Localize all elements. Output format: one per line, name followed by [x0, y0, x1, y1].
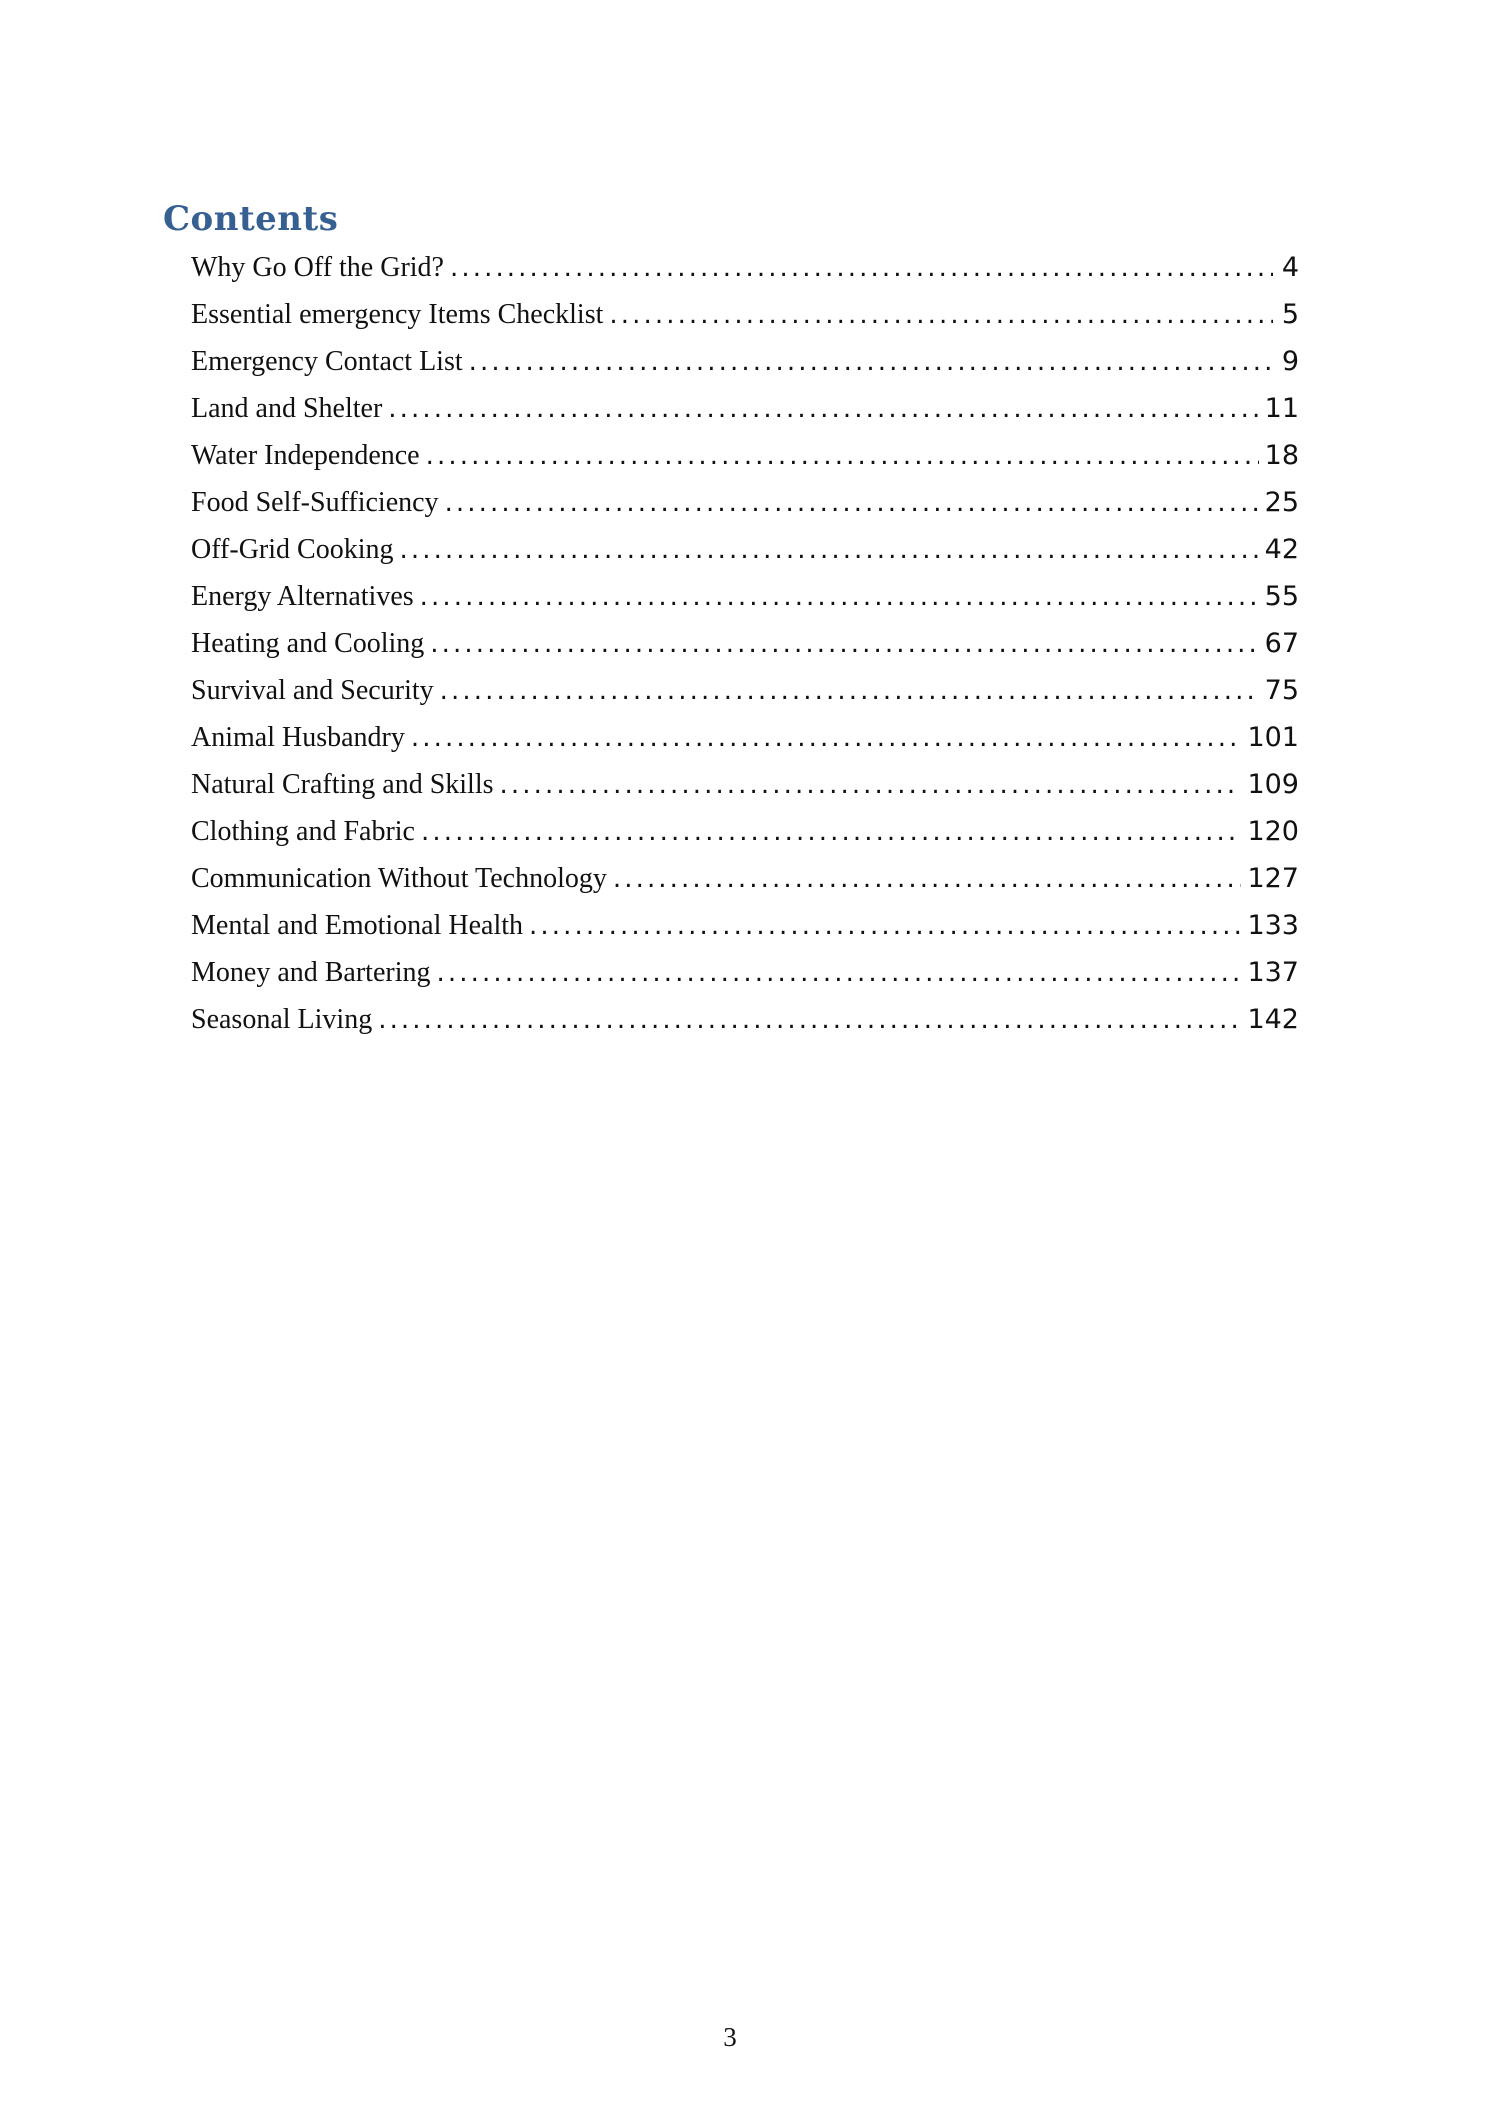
toc-entry-page-number: 75	[1264, 675, 1299, 706]
toc-entry[interactable]	[191, 855, 1299, 902]
toc-dot-leader	[450, 245, 1273, 291]
toc-dot-leader	[378, 997, 1241, 1043]
toc-entry-title: Heating and Cooling	[191, 628, 425, 659]
toc-entry-title: Why Go Off the Grid?	[191, 252, 444, 283]
toc-entry[interactable]	[191, 291, 1299, 338]
toc-list	[191, 244, 1299, 1043]
toc-dot-leader	[500, 762, 1242, 808]
toc-dot-leader	[421, 809, 1241, 855]
toc-dot-leader	[430, 621, 1258, 667]
toc-entry-page-number: 133	[1247, 910, 1299, 941]
toc-heading: Contents	[163, 199, 339, 239]
toc-dot-leader	[469, 339, 1273, 385]
toc-entry-page-number: 42	[1264, 534, 1299, 565]
toc-entry[interactable]	[191, 573, 1299, 620]
toc-dot-leader	[420, 574, 1259, 620]
toc-entry-page-number: 5	[1281, 299, 1299, 330]
toc-entry-title: Emergency Contact List	[191, 346, 463, 377]
toc-entry-page-number: 18	[1264, 440, 1299, 471]
toc-dot-leader	[529, 903, 1241, 949]
toc-entry-page-number: 120	[1247, 816, 1299, 847]
toc-entry[interactable]	[191, 432, 1299, 479]
toc-entry[interactable]	[191, 385, 1299, 432]
toc-entry[interactable]	[191, 714, 1299, 761]
toc-entry[interactable]	[191, 526, 1299, 573]
toc-dot-leader	[440, 668, 1259, 714]
toc-entry-title: Animal Husbandry	[191, 722, 405, 753]
toc-entry-title: Land and Shelter	[191, 393, 383, 424]
toc-dot-leader	[388, 386, 1258, 432]
toc-entry-title: Mental and Emotional Health	[191, 910, 524, 941]
toc-entry-title: Water Independence	[191, 440, 420, 471]
toc-entry[interactable]	[191, 479, 1299, 526]
toc-entry-page-number: 4	[1281, 252, 1299, 283]
toc-entry-title: Communication Without Technology	[191, 863, 607, 894]
toc-entry[interactable]	[191, 244, 1299, 291]
toc-entry-page-number: 137	[1247, 957, 1299, 988]
toc-dot-leader	[445, 480, 1259, 526]
page-number: 3	[723, 2022, 737, 2052]
toc-entry-page-number: 9	[1281, 346, 1299, 377]
toc-dot-leader	[609, 292, 1273, 338]
toc-entry[interactable]	[191, 338, 1299, 385]
toc-entry-title: Food Self-Sufficiency	[191, 487, 439, 518]
toc-entry[interactable]	[191, 761, 1299, 808]
toc-entry-page-number: 142	[1247, 1004, 1299, 1035]
toc-entry-page-number: 127	[1247, 863, 1299, 894]
toc-dot-leader	[613, 856, 1242, 902]
toc-entry-page-number: 67	[1264, 628, 1299, 659]
toc-entry-title: Seasonal Living	[191, 1004, 373, 1035]
toc-dot-leader	[411, 715, 1242, 761]
toc-entry-title: Off-Grid Cooking	[191, 534, 394, 565]
toc-entry-page-number: 55	[1264, 581, 1299, 612]
toc-entry-title: Money and Bartering	[191, 957, 431, 988]
toc-dot-leader	[437, 950, 1242, 996]
toc-dot-leader	[426, 433, 1259, 479]
toc-entry-page-number: 25	[1264, 487, 1299, 518]
toc-entry-page-number: 101	[1247, 722, 1299, 753]
toc-entry-title: Natural Crafting and Skills	[191, 769, 494, 800]
toc-entry-title: Survival and Security	[191, 675, 434, 706]
toc-dot-leader	[399, 527, 1258, 573]
toc-entry[interactable]	[191, 667, 1299, 714]
toc-entry[interactable]	[191, 949, 1299, 996]
toc-entry-page-number: 109	[1247, 769, 1299, 800]
toc-entry-title: Essential emergency Items Checklist	[191, 299, 604, 330]
toc-entry-page-number: 11	[1264, 393, 1299, 424]
toc-entry[interactable]	[191, 620, 1299, 667]
toc-entry[interactable]	[191, 808, 1299, 855]
toc-entry-title: Energy Alternatives	[191, 581, 414, 612]
toc-entry[interactable]	[191, 902, 1299, 949]
toc-entry[interactable]	[191, 996, 1299, 1043]
toc-entry-title: Clothing and Fabric	[191, 816, 415, 847]
